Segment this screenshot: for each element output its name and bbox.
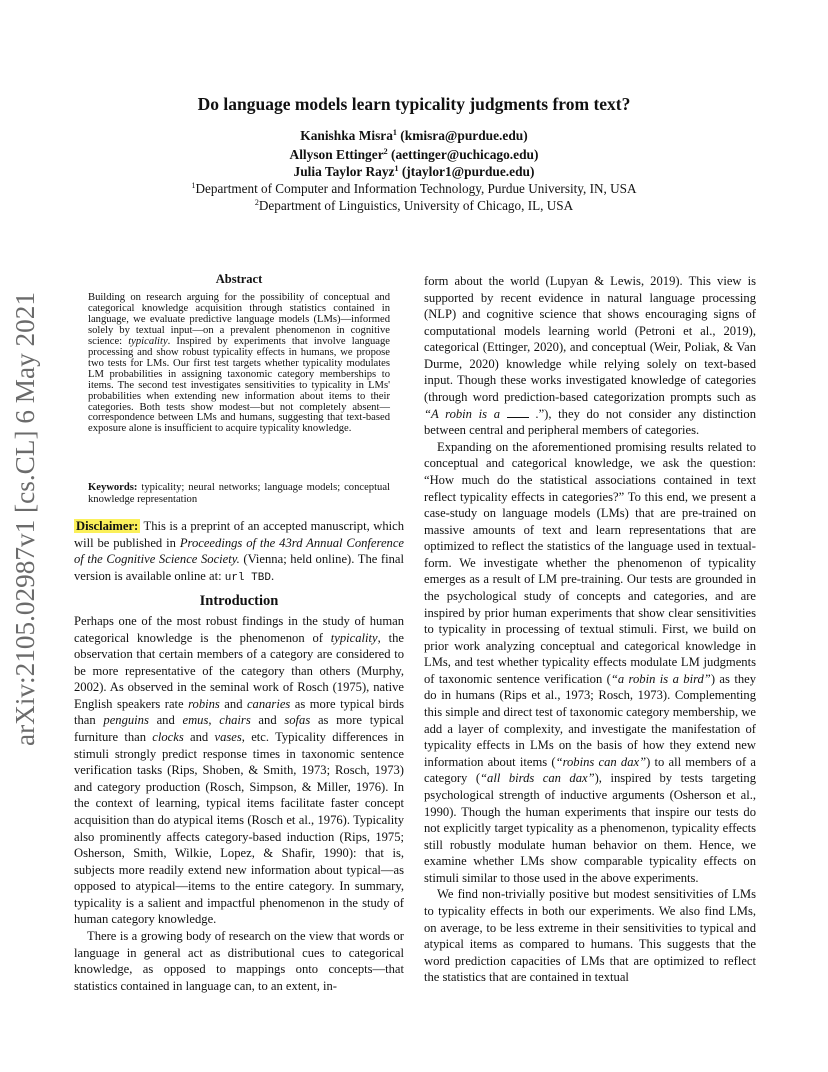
disclaimer-url: url TBD (224, 571, 271, 584)
disclaimer-text-2: (Vienna; held online). The final version is available online at: (74, 552, 404, 583)
author-email: (aettinger@uchicago.edu) (391, 147, 539, 162)
paragraph: There is a growing body of research on the view that words or language in general act as distributional cues to categorical knowledge, as opposed to mappings onto concepts—that statistics contained in language can, to an extent, in- (74, 928, 404, 993)
text-run: and (250, 713, 285, 728)
emphasis: robins (188, 696, 220, 711)
emphasis: vases (214, 730, 242, 745)
author-name: Julia Taylor Rayz (293, 164, 395, 179)
text-run: , etc. Typicality differences in stimuli strongly predict response times in taxonomic sentence verification tasks (Rips, Shoben, & Smith, 1973; Rosch, 1973) and category production (Rosch, Simpson, & Miller, 1976). In the context of learning, typical items facilitate faster concept acquisition than do atypical items (Rosch et al., 1976). Typicality also prominently affects category-based induction (Rips, 1975; Osherson, Smith, Wilkie, Lopez, & Shafir, 1990): that is, subjects more readily extend new information about typical—as opposed to atypical—items to the entire category. In summary, typicality is a salient and impactful phenomenon in the study of human category knowledge. (74, 730, 404, 927)
emphasis: emus (182, 713, 209, 728)
text-run: as more typical birds than (74, 696, 404, 728)
text-run: , the observation that certain members of a category are considered to be more representative of the category than others (Murphy, 2002). As observed in the seminal work of Rosch (1975), native English speakers rate (74, 630, 404, 711)
arxiv-side-stamp (4, 287, 44, 750)
paragraph (424, 273, 756, 439)
emphasis: “a robin is a bird” (610, 671, 711, 686)
abstract-body (88, 293, 390, 435)
left-column-body (74, 613, 404, 994)
disclaimer-text-3: . (270, 568, 275, 583)
text-run: ) as they do in humans (Rips et al., 1973; Rosch, 1973). Complementing this simple and direct test of taxonomic category membership, we add a layer of complexity, and investigate the manifestation of typicality effects in LMs on the basis of how they extend new information about items ( (424, 671, 756, 769)
text-run: form about the world (Lupyan & Lewis, 2019). This view is supported by recent evidence in natural language processing (NLP) and cognitive science that shows encouraging signs of computational models learning world (Petroni et al., 2019), categorical (Ettinger, 2020), and conceptual (Weir, Poliak, & Van Durme, 2020) knowledge while relying solely on text-based input. Though these works investigated knowledge of categories (through word prediction-based categorization prompts such as (424, 274, 756, 405)
keywords-text: typicality; neural networks; language models; conceptual knowledge representation (88, 482, 390, 505)
emphasis: clocks (152, 730, 184, 745)
author-email: (jtaylor1@purdue.edu) (401, 164, 535, 179)
abstract-heading: Abstract (215, 272, 263, 286)
paragraph (424, 439, 756, 887)
emphasis: “A robin is a (424, 406, 501, 421)
abstract-emphasis: typicality (128, 335, 168, 347)
text-run: Perhaps one of the most robust findings in the study of human categorical knowledge is the phenomenon of (74, 614, 404, 645)
text-run: ), inspired by tests targeting psychological strength of inductive arguments (Osherson et al., 1990). Though the human experiments that inspire our tests do not explicitly target typicality as a phenomenon, typicality effects still robustly modulate human behavior on them. Hence, we examine whether LMs show comparable typicality effects on stimuli similar to those used in the above experiments. (424, 771, 756, 885)
disclaimer-label: Disclaimer: (76, 519, 139, 533)
text-run: and (183, 730, 215, 745)
emphasis: “all birds can dax” (480, 771, 595, 786)
emphasis: chairs (219, 713, 251, 728)
paper-title: Do language models learn typicality judgments from text? (197, 94, 631, 114)
abstract-text-2: . Inspired by experiments that involve language processing and show robust typicality effects in humans, we propose two tests for LMs. Our first test targets whether typicality modulates LM probabilities in assigning taxonomic category memberships to items. The second test investigates sensitivities to typicality in LMs' probabilities when extending new information about items to their categories. Both tests show modest—but not completely absent—correspondence between LMs and humans, suggesting that text-based exposure alone is insufficient to acquire typicality knowledge. (88, 335, 390, 435)
right-column-body (424, 273, 756, 986)
affiliation-marker: 1 (191, 181, 196, 190)
author-email: (kmisra@purdue.edu) (400, 128, 528, 143)
text-run: .”), they do not consider any distinction between central and peripheral members of categories. (424, 406, 756, 438)
author-line-2 (0, 147, 828, 163)
emphasis: typicality (330, 630, 378, 645)
author-affil-marker: 1 (394, 164, 399, 173)
author-name: Allyson Ettinger (289, 147, 384, 162)
text-run: Expanding on the aforementioned promising results related to conceptual and categorical knowledge, we ask the question: “How much do the statistical associations contained in text reflect typicality effects in categories?” To this end, we present a case-study on language models (LMs) that are pre-trained on massive amounts of text and learn representations that are optimized to reflect the statistics of the language used in textual-form. We investigate whether the phenomenon of typicality emerges as a result of LM pre-training. Our tests are grounded in the psychological study of concepts and categories, and are inspired by prior human experiments that show clear sensitivities to typicality in processing of textual stimuli. First, we build on prior work analyzing conceptual and categorical knowledge in LMs, and test whether typicality effects modulate LM judgments of taxonomic sentence verification ( (424, 439, 756, 686)
emphasis: canaries (246, 696, 291, 711)
paragraph: We find non-trivially positive but modest sensitivities of LMs to typicality effects in both our experiments. We also find LMs, on average, to be less extreme in their sensitivities to typical and atypical items as compared to humans. This suggests that the word prediction capacities of LMs that are optimized to reflect the statistics that are contained in textual (424, 887, 756, 985)
author-line-1 (0, 128, 828, 144)
disclaimer (74, 518, 404, 586)
author-affil-marker: 2 (383, 147, 388, 156)
author-line-3 (0, 164, 828, 180)
arxiv-stamp-svg (4, 287, 44, 750)
keywords-label: Keywords: (88, 482, 138, 493)
paragraph (74, 613, 404, 928)
text-run: , (208, 713, 220, 728)
arxiv-identifier-text: arXiv:2105.02987v1 [cs.CL] 6 May 2021 (9, 287, 40, 746)
section-heading-introduction: Introduction (199, 593, 279, 609)
abstract-text-1: Building on research arguing for the possibility of conceptual and categorical knowledge acquisition through statistics contained in language, we evaluate predictive language models (LMs)—informed solely by textual input—on a prevalent phenomenon in cognitive science: (88, 292, 390, 347)
emphasis: “robins can dax” (555, 754, 647, 769)
author-affil-marker: 1 (392, 128, 397, 137)
disclaimer-venue: Proceedings of the 43rd Annual Conference of the Cognitive Science Society. (74, 535, 405, 567)
affiliation-2 (0, 198, 828, 214)
text-run: as more typical furniture than (74, 713, 404, 745)
emphasis: sofas (284, 713, 311, 728)
text-run: and (148, 713, 183, 728)
affiliation-marker: 2 (254, 198, 259, 207)
affiliation-text: Department of Computer and Information Technology, Purdue University, IN, USA (195, 181, 637, 196)
affiliation-1 (0, 181, 828, 197)
text-run: and (219, 696, 247, 711)
emphasis: penguins (103, 713, 149, 728)
author-name: Kanishka Misra (300, 128, 393, 143)
affiliation-text: Department of Linguistics, University of Chicago, IL, USA (258, 198, 574, 213)
fill-in-blank (507, 408, 529, 418)
disclaimer-text-1: This is a preprint of an accepted manuscript, which will be published in (74, 519, 404, 550)
text-run: ) to all members of a category ( (424, 754, 756, 786)
keywords (88, 482, 390, 505)
